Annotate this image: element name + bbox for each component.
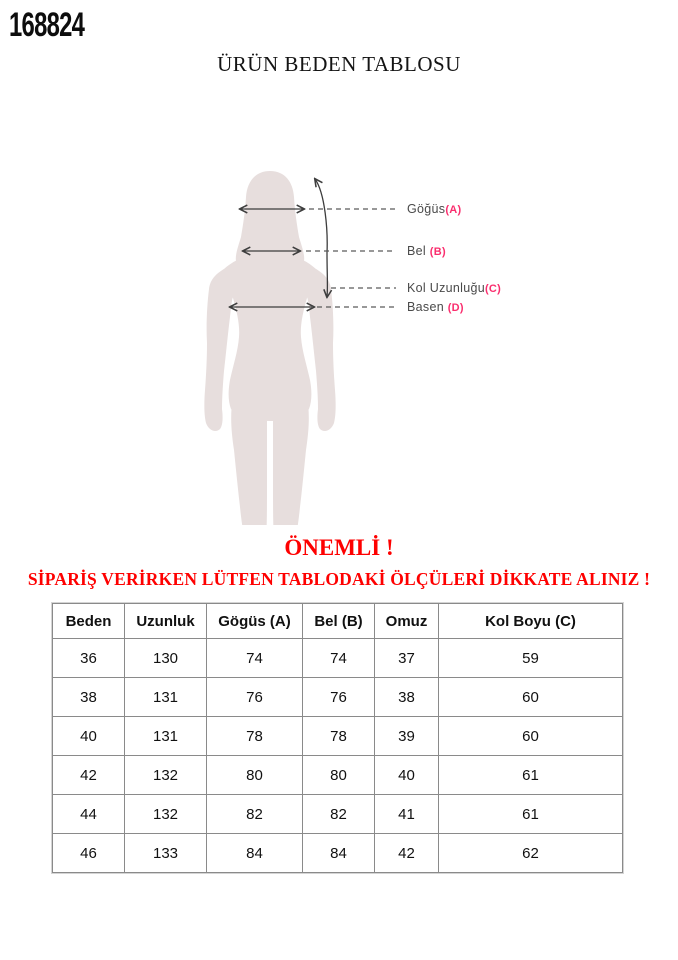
size-cell: 131 xyxy=(125,678,207,717)
size-cell: 132 xyxy=(125,795,207,834)
body-measurement-diagram xyxy=(0,85,678,525)
size-cell: 40 xyxy=(53,717,125,756)
size-cell: 39 xyxy=(375,717,439,756)
product-code: 168824 xyxy=(9,6,85,44)
size-cell: 61 xyxy=(439,756,623,795)
size-cell: 84 xyxy=(207,834,303,873)
size-cell: 60 xyxy=(439,717,623,756)
size-cell: 44 xyxy=(53,795,125,834)
table-row xyxy=(53,795,623,834)
measurement-label-arm-length xyxy=(407,281,501,295)
size-table-header-row xyxy=(53,604,623,639)
size-cell: 37 xyxy=(375,639,439,678)
size-cell: 80 xyxy=(303,756,375,795)
measurement-label-chest xyxy=(407,202,462,216)
label-code: (D) xyxy=(447,302,464,314)
label-code: (C) xyxy=(484,283,502,295)
size-cell: 78 xyxy=(207,717,303,756)
column-header-omuz: Omuz xyxy=(375,604,439,639)
label-name: Bel xyxy=(407,244,430,258)
table-row xyxy=(53,678,623,717)
important-heading: ÖNEMLİ ! xyxy=(284,535,394,560)
size-cell: 76 xyxy=(207,678,303,717)
size-cell: 74 xyxy=(207,639,303,678)
size-cell: 80 xyxy=(207,756,303,795)
size-cell: 76 xyxy=(303,678,375,717)
size-cell: 131 xyxy=(125,717,207,756)
size-cell: 82 xyxy=(303,795,375,834)
column-header-beden: Beden xyxy=(53,604,125,639)
table-row xyxy=(53,756,623,795)
size-table xyxy=(52,603,623,873)
column-header-uzunluk: Uzunluk xyxy=(125,604,207,639)
size-cell: 130 xyxy=(125,639,207,678)
size-cell: 60 xyxy=(439,678,623,717)
female-silhouette-figure xyxy=(204,171,335,525)
label-name: Göğüs xyxy=(407,202,446,216)
size-cell: 61 xyxy=(439,795,623,834)
size-cell: 42 xyxy=(53,756,125,795)
label-code: (B) xyxy=(429,246,446,258)
size-cell: 40 xyxy=(375,756,439,795)
size-cell: 62 xyxy=(439,834,623,873)
label-code: (A) xyxy=(445,204,462,216)
column-header-bel: Bel (B) xyxy=(303,604,375,639)
size-cell: 46 xyxy=(53,834,125,873)
size-cell: 42 xyxy=(375,834,439,873)
size-cell: 132 xyxy=(125,756,207,795)
size-cell: 38 xyxy=(53,678,125,717)
column-header-gogus: Gögüs (A) xyxy=(207,604,303,639)
measurement-label-hip xyxy=(407,300,464,314)
size-cell: 38 xyxy=(375,678,439,717)
size-cell: 84 xyxy=(303,834,375,873)
size-cell: 78 xyxy=(303,717,375,756)
size-cell: 82 xyxy=(207,795,303,834)
table-row xyxy=(53,717,623,756)
order-warning-text: SİPARİŞ VERİRKEN LÜTFEN TABLODAKİ ÖLÇÜLERİ DİKKATE ALINIZ ! xyxy=(27,569,651,589)
size-cell: 36 xyxy=(53,639,125,678)
size-cell: 41 xyxy=(375,795,439,834)
size-cell: 133 xyxy=(125,834,207,873)
column-header-kol-boyu: Kol Boyu (C) xyxy=(439,604,623,639)
table-row xyxy=(53,834,623,873)
size-cell: 59 xyxy=(439,639,623,678)
label-name: Kol Uzunluğu xyxy=(407,281,485,295)
page-title: ÜRÜN BEDEN TABLOSU xyxy=(217,52,461,76)
measurement-label-waist xyxy=(407,244,446,258)
size-cell: 74 xyxy=(303,639,375,678)
label-name: Basen xyxy=(407,300,448,314)
table-row xyxy=(53,639,623,678)
